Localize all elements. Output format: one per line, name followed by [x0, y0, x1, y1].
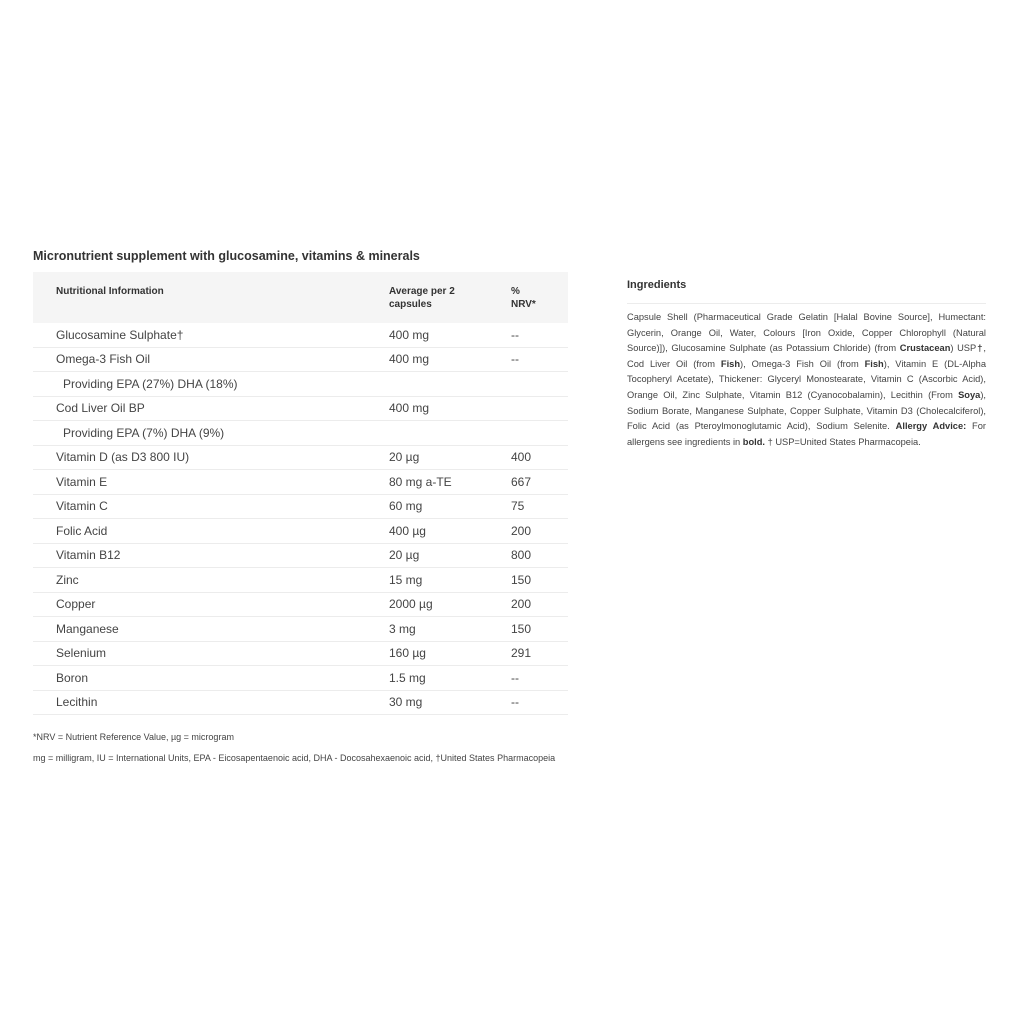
- header-average-per-2-capsules: Average per 2 capsules: [389, 272, 511, 323]
- nutrient-nrv: [511, 421, 568, 446]
- nutrient-amount: 400 µg: [389, 519, 511, 544]
- table-row: [33, 421, 568, 446]
- nutrient-name: Omega-3 Fish Oil: [33, 347, 389, 372]
- nutrient-nrv: 200: [511, 519, 568, 544]
- nutrient-amount: 2000 µg: [389, 592, 511, 617]
- nutrient-nrv: --: [511, 323, 568, 347]
- nutrient-amount: 20 µg: [389, 445, 511, 470]
- table-row: [33, 323, 568, 347]
- table-row: [33, 690, 568, 715]
- ingredient-text: ), Sodium Borate, Manganese Sulphate, Copper Sulphate, Vitamin D3 (Cholecalciferol), Folic Acid (as Pteroylmonoglutamic Acid), Sodium Selenite.: [627, 389, 986, 432]
- nutrient-name: Selenium: [33, 641, 389, 666]
- table-row: [33, 617, 568, 642]
- nutrient-amount: 80 mg a-TE: [389, 470, 511, 495]
- nutrient-amount: 20 µg: [389, 543, 511, 568]
- nutrient-nrv: --: [511, 690, 568, 715]
- nutrient-nrv: 150: [511, 568, 568, 593]
- nutrient-amount: 400 mg: [389, 347, 511, 372]
- nutrient-amount: 400 mg: [389, 396, 511, 421]
- nutrient-name: Vitamin B12: [33, 543, 389, 568]
- nutrient-nrv: --: [511, 666, 568, 691]
- table-row: [33, 543, 568, 568]
- nutrient-nrv: 800: [511, 543, 568, 568]
- nutrient-name: Glucosamine Sulphate†: [33, 323, 389, 347]
- ingredient-text: For allergens see ingredients in: [627, 421, 987, 447]
- table-row: [33, 372, 568, 397]
- ingredient-allergen-text: Fish: [720, 358, 741, 369]
- nutrient-name: Providing EPA (27%) DHA (18%): [33, 372, 389, 397]
- ingredient-text: , Cod Liver Oil (from: [627, 343, 987, 369]
- table-row: [33, 592, 568, 617]
- table-row: [33, 568, 568, 593]
- nutrient-name: Folic Acid: [33, 519, 389, 544]
- nutrient-nrv: 291: [511, 641, 568, 666]
- nutrition-table-body: [33, 323, 568, 715]
- nutrient-nrv: 200: [511, 592, 568, 617]
- nutrient-name: Zinc: [33, 568, 389, 593]
- header-nutritional-information: Nutritional Information: [33, 272, 389, 323]
- nutrient-amount: 400 mg: [389, 323, 511, 347]
- footnotes: [33, 731, 568, 765]
- nutrient-amount: 3 mg: [389, 617, 511, 642]
- header-nrv: % NRV*: [511, 272, 568, 323]
- ingredient-allergen-text: Crustacean: [899, 343, 951, 354]
- nutrient-nrv: [511, 396, 568, 421]
- footnote-line: *NRV = Nutrient Reference Value, µg = microgram: [33, 732, 234, 742]
- table-header-row: [33, 272, 568, 323]
- nutrient-nrv: --: [511, 347, 568, 372]
- nutrition-section: [33, 249, 568, 773]
- nutrient-nrv: 400: [511, 445, 568, 470]
- ingredient-text: ), Omega-3 Fish Oil (from: [740, 358, 865, 369]
- nutrient-amount: 160 µg: [389, 641, 511, 666]
- nutrient-amount: 30 mg: [389, 690, 511, 715]
- nutrient-name: Cod Liver Oil BP: [33, 396, 389, 421]
- footnote-line: mg = milligram, IU = International Units, EPA - Eicosapentaenoic acid, DHA - Docosahexaenoic acid, †United States Pharmacopeia: [33, 753, 556, 763]
- nutrient-name: Manganese: [33, 617, 389, 642]
- table-row: [33, 494, 568, 519]
- ingredient-text: Capsule Shell (Pharmaceutical Grade Gelatin [Halal Bovine Source], Humectant: Glycerin, Orange Oil, Water, Colours [Iron Oxide, Copper Chlorophyll (Natural Source)]), Glucosamine Sulphate (as Potassium Chloride) (from: [627, 312, 986, 354]
- nutrient-amount: [389, 372, 511, 397]
- nutrient-name: Vitamin D (as D3 800 IU): [33, 445, 389, 470]
- nutrition-table: [33, 272, 568, 715]
- nutrient-nrv: 75: [511, 494, 568, 519]
- nutrient-amount: 60 mg: [389, 494, 511, 519]
- nutrient-amount: 15 mg: [389, 568, 511, 593]
- nutrient-nrv: 150: [511, 617, 568, 642]
- nutrient-amount: 1.5 mg: [389, 666, 511, 691]
- ingredients-title: Ingredients: [627, 279, 687, 291]
- table-row: [33, 347, 568, 372]
- nutrient-name: Copper: [33, 592, 389, 617]
- nutrient-name: Lecithin: [33, 690, 389, 715]
- ingredients-text: [627, 310, 986, 450]
- table-row: [33, 666, 568, 691]
- table-row: [33, 445, 568, 470]
- nutrient-nrv: [511, 372, 568, 397]
- nutrient-name: Providing EPA (7%) DHA (9%): [33, 421, 389, 446]
- nutrient-amount: [389, 421, 511, 446]
- ingredient-text: ), Vitamin E (DL-Alpha Tocopheryl Acetate), Thickener: Glyceryl Monostearate, Vitamin C (Ascorbic Acid), Orange Oil, Zinc Sulphate, Vitamin B12 (Cyanocobalamin), Lecithin (From: [627, 358, 986, 400]
- table-row: [33, 641, 568, 666]
- table-row: [33, 396, 568, 421]
- table-row: [33, 470, 568, 495]
- table-row: [33, 519, 568, 544]
- ingredients-section: [627, 279, 986, 450]
- ingredient-text: † USP=United States Pharmacopeia.: [764, 436, 921, 447]
- ingredient-allergen-text: bold.: [742, 436, 765, 447]
- nutrient-nrv: 667: [511, 470, 568, 495]
- divider: [627, 303, 986, 304]
- nutrient-name: Vitamin C: [33, 494, 389, 519]
- ingredient-allergen-text: Allergy Advice:: [895, 421, 967, 432]
- ingredient-allergen-text: Fish: [864, 358, 884, 369]
- nutrient-name: Boron: [33, 666, 389, 691]
- ingredient-text: ) USP: [950, 343, 977, 354]
- ingredient-allergen-text: †: [976, 343, 984, 354]
- page-title: Micronutrient supplement with glucosamine, vitamins & minerals: [33, 249, 420, 263]
- ingredient-allergen-text: Soya: [958, 389, 981, 400]
- nutrient-name: Vitamin E: [33, 470, 389, 495]
